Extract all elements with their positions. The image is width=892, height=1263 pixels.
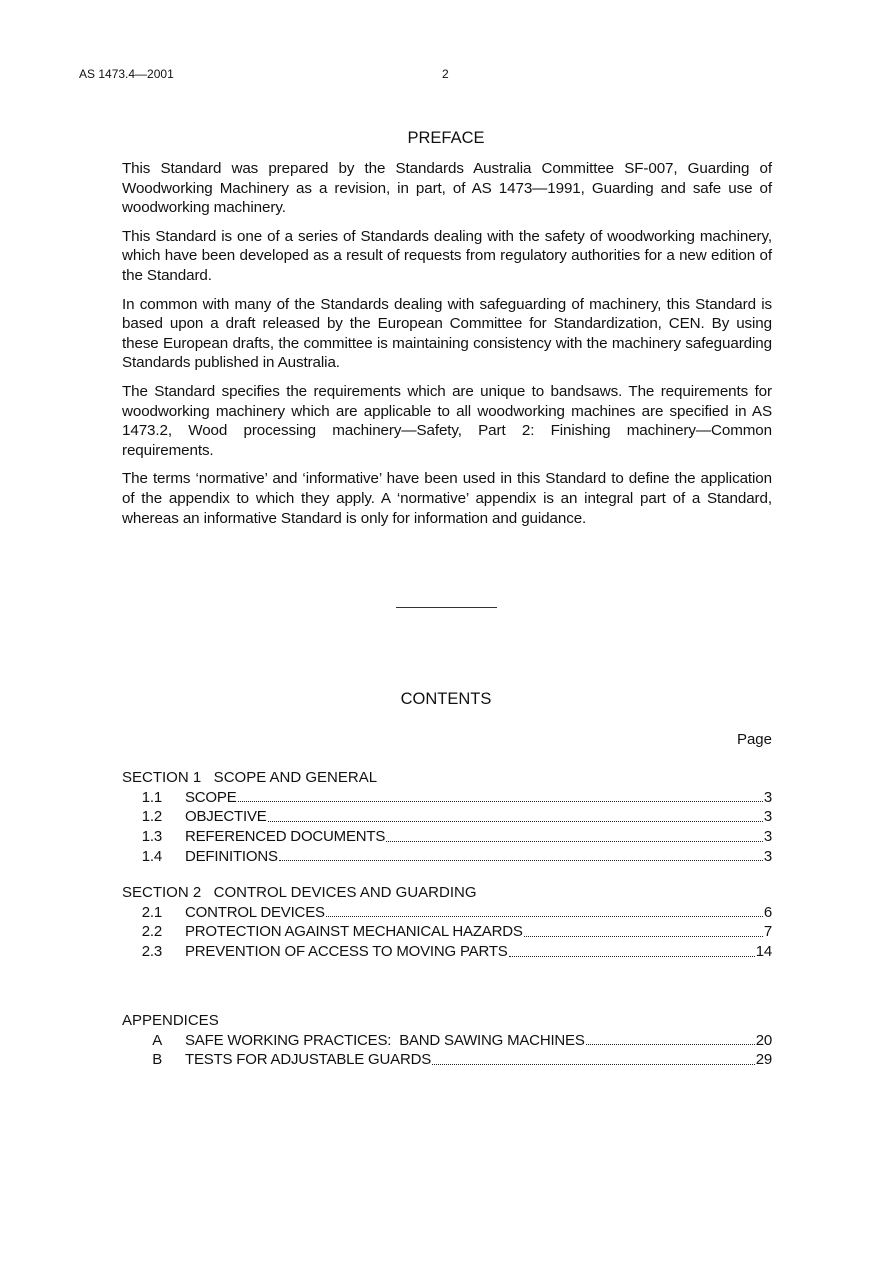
toc-dot-leader xyxy=(386,827,763,842)
toc-entry-title: SCOPE xyxy=(185,788,237,806)
toc-entry[interactable] xyxy=(122,827,772,847)
preface-paragraph: This Standard is one of a series of Standards dealing with the safety of woodworking machinery, which have been developed as a result of requests from regulatory authorities for a new edition of the Standard. xyxy=(122,227,772,284)
toc-entry-number: 2.3 xyxy=(141,943,162,961)
toc-dot-leader xyxy=(326,903,763,918)
toc-entry[interactable] xyxy=(122,847,772,867)
toc-entry-title: SAFE WORKING PRACTICES: BAND SAWING MACHINES xyxy=(185,1031,585,1049)
toc-entry-page: 3 xyxy=(763,788,772,806)
toc-entry-page: 6 xyxy=(763,903,772,921)
toc-dot-leader xyxy=(268,807,763,822)
toc-section-2 xyxy=(122,883,772,962)
preface-paragraph: In common with many of the Standards dealing with safeguarding of machinery, this Standard is based upon a draft released by the European Committee for Standardization, CEN. By using these European drafts, the committee is maintaining consistency with the machinery safeguarding Standards published in Australia. xyxy=(122,295,772,372)
toc-entry[interactable] xyxy=(122,922,772,942)
toc-dot-leader xyxy=(509,942,755,957)
toc-entry-title: PROTECTION AGAINST MECHANICAL HAZARDS xyxy=(185,923,523,941)
toc-entry-title: REFERENCED DOCUMENTS xyxy=(185,828,386,846)
toc-entry-page: 3 xyxy=(763,847,772,865)
toc-entry-page: 14 xyxy=(755,943,772,961)
toc-dot-leader xyxy=(524,922,763,937)
toc-section-heading: APPENDICES xyxy=(122,1012,219,1029)
toc-entry-number: B xyxy=(152,1051,162,1069)
toc-section-1 xyxy=(122,768,772,866)
preface-paragraph: The Standard specifies the requirements which are unique to bandsaws. The requirements for woodworking machinery which are applicable to all woodworking machines are specified in AS 1473.2, Wood processing machinery—Safety, Part 2: Finishing machinery—Common requirements. xyxy=(122,382,772,459)
toc-dot-leader xyxy=(586,1031,755,1046)
toc-entry-number: 2.1 xyxy=(141,903,162,921)
toc-entry-title: OBJECTIVE xyxy=(185,808,267,826)
toc-section-heading: SECTION 1 SCOPE AND GENERAL xyxy=(122,769,378,786)
toc-entry-number: 1.4 xyxy=(141,847,162,865)
document-id: AS 1473.4—2001 xyxy=(79,67,174,81)
toc-appendices xyxy=(122,1011,772,1070)
preface-title: PREFACE xyxy=(407,129,485,147)
toc-entry-page: 29 xyxy=(755,1051,772,1069)
toc-entry-page: 20 xyxy=(755,1031,772,1049)
toc-entry-number: A xyxy=(152,1031,162,1049)
page-number: 2 xyxy=(442,67,449,81)
toc-entry-page: 7 xyxy=(763,923,772,941)
toc-entry[interactable] xyxy=(122,903,772,923)
toc-entry-page: 3 xyxy=(763,808,772,826)
toc-entry-title: PREVENTION OF ACCESS TO MOVING PARTS xyxy=(185,943,508,961)
toc-entry[interactable] xyxy=(122,788,772,808)
preface-body xyxy=(122,159,772,537)
toc-entry-number: 1.2 xyxy=(141,808,162,826)
toc-entry[interactable] xyxy=(122,942,772,962)
toc-entry-title: TESTS FOR ADJUSTABLE GUARDS xyxy=(185,1051,432,1069)
toc-dot-leader xyxy=(279,847,763,862)
preface-paragraph: This Standard was prepared by the Standards Australia Committee SF-007, Guarding of Woodworking Machinery as a revision, in part, of AS 1473—1991, Guarding and safe use of woodworking machinery. xyxy=(122,160,772,217)
toc-section-heading: SECTION 2 CONTROL DEVICES AND GUARDING xyxy=(122,884,477,901)
preface-paragraph: The terms ‘normative’ and ‘informative’ have been used in this Standard to define the application of the appendix to which they apply. A ‘normative’ appendix is an integral part of a Standard, whereas an informative Standard is only for information and guidance. xyxy=(122,470,772,527)
toc-entry[interactable] xyxy=(122,1031,772,1051)
toc-entry-page: 3 xyxy=(763,828,772,846)
toc-entry-number: 1.3 xyxy=(141,828,162,846)
page-column-label: Page xyxy=(736,731,772,748)
toc-entry-title: DEFINITIONS xyxy=(185,847,278,865)
toc-dot-leader xyxy=(432,1050,755,1065)
toc-dot-leader xyxy=(238,788,763,803)
toc-entry[interactable] xyxy=(122,1050,772,1070)
section-divider xyxy=(396,607,497,608)
toc-entry-title: CONTROL DEVICES xyxy=(185,903,325,921)
toc-entry[interactable] xyxy=(122,807,772,827)
toc-entry-number: 2.2 xyxy=(141,923,162,941)
toc-entry-number: 1.1 xyxy=(141,788,162,806)
contents-title: CONTENTS xyxy=(400,690,492,708)
